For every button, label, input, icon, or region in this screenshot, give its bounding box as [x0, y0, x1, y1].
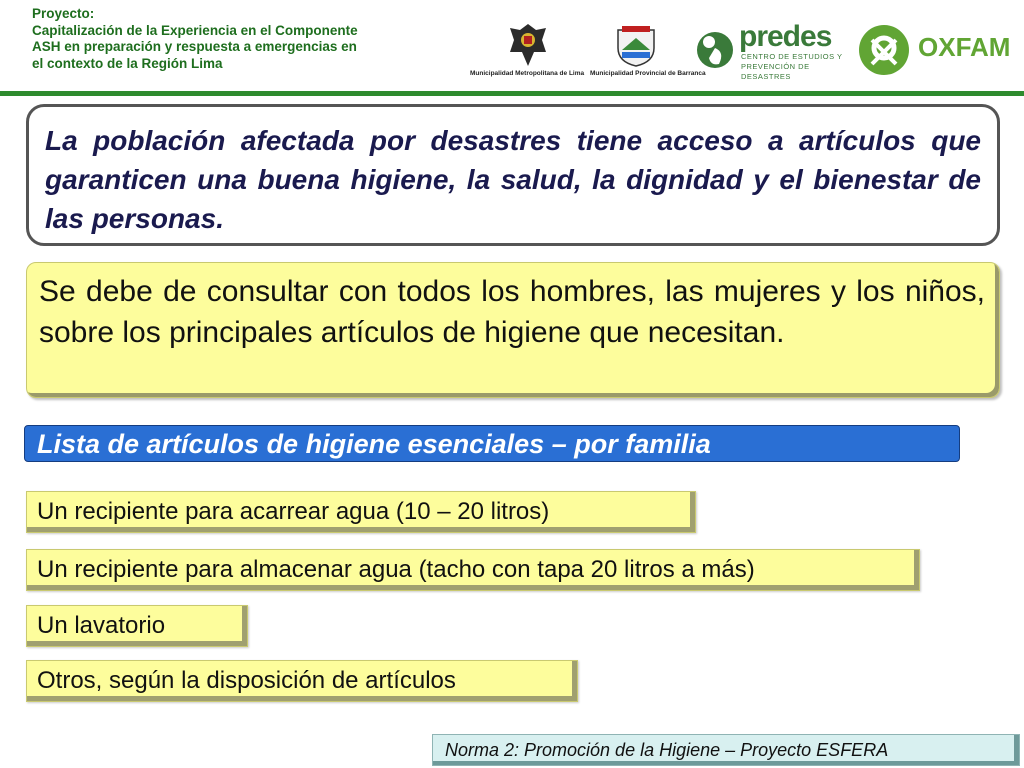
main-statement-text: La población afectada por desastres tiene acceso a artículos que garanticen una buena higiene, la salud, la dignidad y el bienestar de las personas. [45, 125, 981, 234]
project-title [32, 6, 422, 72]
oxfam-name: OXFAM [918, 32, 1011, 62]
hygiene-list-heading-text: Lista de artículos de higiene esenciales – por familia [37, 429, 711, 459]
footer-norm-badge [432, 734, 1020, 766]
project-line: Capitalización de la Experiencia en el Componente [32, 22, 358, 38]
hygiene-list-item-text: Un recipiente para acarrear agua (10 – 20 litros) [37, 498, 550, 525]
oxfam-mark-icon [858, 24, 910, 76]
project-line: Proyecto: [32, 6, 95, 21]
predes-logo [695, 20, 845, 82]
consultation-text: Se debe de consultar con todos los hombres, las mujeres y los niños, sobre los principales artículos de higiene que necesitan. [39, 275, 985, 349]
oxfam-logo [858, 20, 1024, 82]
predes-subtitle-line: PREVENCIÓN DE DESASTRES [741, 62, 810, 81]
consultation-box [26, 262, 1000, 398]
hygiene-list-item [26, 549, 920, 591]
hygiene-list-item-text: Otros, según la disposición de artículos [37, 667, 456, 694]
main-statement-box [26, 104, 1000, 246]
barranca-caption: Municipalidad Provincial de Barranca [590, 70, 706, 77]
municipality-logos [470, 20, 706, 82]
hygiene-list-item-text: Un recipiente para almacenar agua (tacho con tapa 20 litros a más) [37, 556, 755, 583]
slide-header [0, 0, 1024, 92]
hygiene-list-item [26, 491, 696, 533]
predes-subtitle [741, 52, 845, 82]
hygiene-list-item-text: Un lavatorio [37, 612, 166, 639]
predes-subtitle-line: CENTRO DE ESTUDIOS Y [741, 52, 843, 61]
lima-crest-icon [506, 22, 550, 68]
lima-caption: Municipalidad Metropolitana de Lima [470, 70, 585, 77]
project-line: el contexto de la Región Lima [32, 55, 223, 71]
barranca-crest-icon [614, 22, 658, 68]
header-divider [0, 91, 1024, 96]
footer-norm-text: Norma 2: Promoción de la Higiene – Proyecto ESFERA [445, 740, 889, 760]
hygiene-list-item [26, 605, 248, 647]
predes-mark-icon [695, 28, 735, 72]
predes-name: predes [739, 20, 832, 53]
hygiene-list-item [26, 660, 578, 702]
project-line: ASH en preparación y respuesta a emergencias en [32, 39, 357, 54]
hygiene-list-heading [24, 425, 960, 462]
